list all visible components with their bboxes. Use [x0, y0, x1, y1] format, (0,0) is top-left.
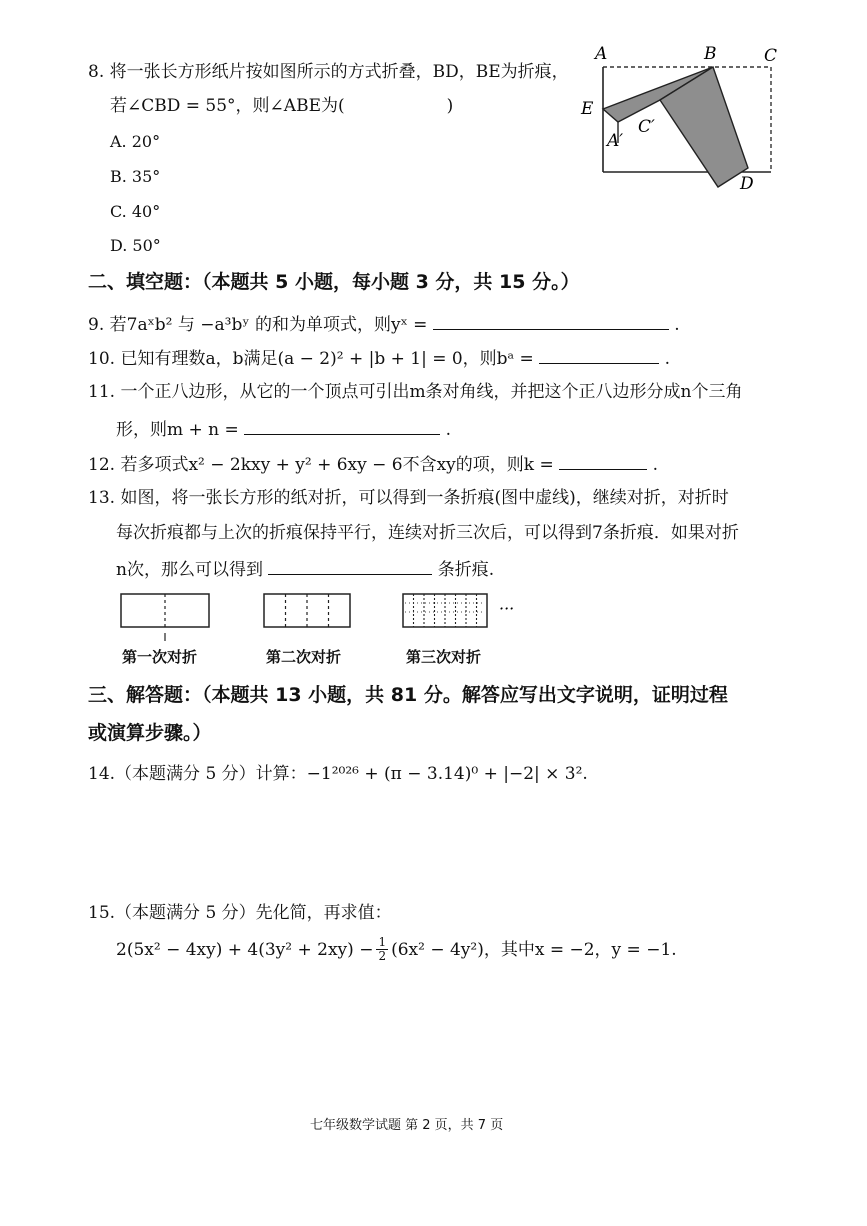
second-fold-paper	[264, 594, 350, 627]
q11-line2	[116, 418, 451, 441]
label-c-prime: C′	[638, 117, 655, 137]
q8-option-c: C. 40°	[110, 202, 161, 221]
q8-line1: 8. 将一张长方形纸片按如图所示的方式折叠，BD，BE为折痕，	[88, 62, 569, 82]
q15-expr-b: (6x² − 4y²)，其中x = −2，y = −1.	[391, 939, 677, 960]
q13-line3-end: 条折痕.	[437, 560, 495, 580]
q15-frac-num: 1	[378, 935, 387, 949]
q8-option-d: D. 50°	[110, 236, 161, 255]
q12-answer-blank[interactable]	[559, 453, 647, 470]
q11-text: 形，则m + n =	[116, 420, 239, 440]
section3-title-line1: 三、解答题：（本题共 13 小题，共 81 分。解答应写出文字说明，证明过程	[88, 684, 728, 706]
q8-option-a: A. 20°	[110, 132, 161, 151]
q9-end: .	[674, 315, 680, 335]
q13-line2: 每次折痕都与上次的折痕保持平行，连续对折三次后，可以得到7条折痕．如果对折	[116, 523, 739, 543]
q11-answer-blank[interactable]	[244, 418, 440, 435]
q11-line1: 11. 一个正八边形，从它的一个顶点可引出m条对角线，并把这个正八边形分成n个三角	[88, 382, 743, 402]
label-a-prime: A′	[607, 131, 624, 151]
q13-line3	[116, 558, 494, 581]
q8-folding-figure	[578, 40, 788, 200]
q13-label-first: 第一次对折	[122, 648, 198, 666]
label-e: E	[581, 99, 594, 119]
q11-end: .	[445, 420, 451, 440]
q13-line3-text: n次，那么可以得到	[116, 560, 263, 580]
q10-answer-blank[interactable]	[539, 347, 659, 364]
page-footer: 七年级数学试题 第 2 页，共 7 页	[310, 1118, 504, 1133]
q12	[88, 453, 658, 476]
q13-answer-blank[interactable]	[268, 558, 432, 575]
q13-label-third: 第三次对折	[406, 648, 482, 666]
first-fold-paper	[121, 594, 209, 627]
q15-line1: 15.（本题满分 5 分）先化简，再求值：	[88, 903, 392, 923]
q10-end: .	[664, 349, 670, 369]
q15-fraction	[376, 936, 388, 963]
q9	[88, 313, 680, 336]
section2-title: 二、填空题：（本题共 5 小题，每小题 3 分，共 15 分。）	[88, 271, 580, 293]
q14: 14.（本题满分 5 分）计算：−1²⁰²⁶ + (π − 3.14)⁰ + |−2| × 3².	[88, 764, 588, 784]
q15-frac-den: 2	[378, 949, 387, 963]
q8-option-b: B. 35°	[110, 167, 161, 186]
section3-title-line2: 或演算步骤。）	[88, 722, 212, 744]
q12-text: 12. 若多项式x² − 2kxy + y² + 6xy − 6不含xy的项，则k =	[88, 455, 554, 475]
q10-text: 10. 已知有理数a，b满足(a − 2)² + |b + 1| = 0，则bᵃ =	[88, 349, 534, 369]
q12-end: .	[652, 455, 658, 475]
label-d: D	[740, 174, 754, 194]
q15-expr-a: 2(5x² − 4xy) + 4(3y² + 2xy) −	[116, 939, 374, 960]
q13-label-second: 第二次对折	[266, 648, 342, 666]
q15-expression	[116, 936, 677, 963]
q9-answer-blank[interactable]	[433, 313, 669, 330]
q13-line1: 13. 如图，将一张长方形的纸对折，可以得到一条折痕(图中虚线)，继续对折，对折时	[88, 488, 729, 508]
q13-ellipsis: ···	[499, 599, 515, 618]
label-b: B	[704, 44, 717, 64]
q13-fold-diagrams	[115, 590, 535, 642]
label-c: C	[764, 46, 778, 66]
q10	[88, 347, 670, 370]
q8-line2: 若∠CBD = 55°，则∠ABE为( )	[110, 96, 454, 116]
q9-text: 9. 若7aˣb² 与 −a³bʸ 的和为单项式，则yˣ =	[88, 315, 428, 335]
label-a: A	[595, 44, 608, 64]
